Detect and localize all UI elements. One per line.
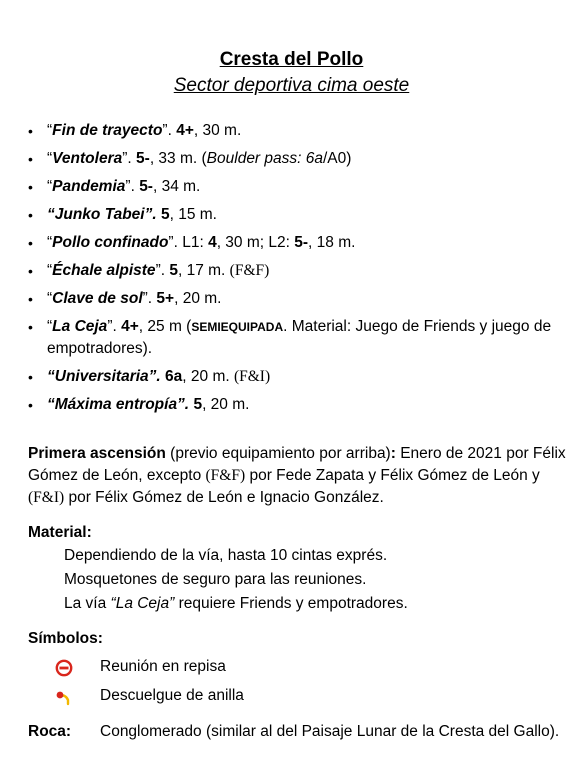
- rock-text: Conglomerado (similar al del Paisaje Lunar de la Cresta del Gallo).: [100, 723, 560, 740]
- bullet-icon: •: [28, 319, 33, 335]
- route-name: Ventolera: [52, 150, 123, 167]
- route-name: Fin de trayecto: [52, 122, 163, 139]
- route-name: Échale alpiste: [52, 262, 156, 279]
- route-grade: 4+: [121, 318, 139, 335]
- first-ascent-label: Primera ascensión: [28, 445, 166, 462]
- ring-lower-off-icon: [55, 688, 73, 706]
- route-name: La Ceja: [52, 318, 108, 335]
- material-section: [28, 522, 578, 616]
- route-item: • “Fin de trayecto”. 4+, 30 m.: [28, 120, 578, 142]
- route-item: • “Pollo confinado”. L1: 4, 30 m; L2: 5-, 18 m.: [28, 232, 578, 254]
- page-subtitle: Sector deportiva cima oeste: [173, 75, 410, 96]
- route-grade: 5+: [156, 290, 175, 307]
- symbols-label: Símbolos:: [28, 630, 103, 647]
- symbol-label: Descuelgue de anilla: [100, 687, 244, 704]
- route-item: • “Pandemia”. 5-, 34 m.: [28, 176, 578, 198]
- route-list: [28, 120, 578, 422]
- bullet-icon: •: [28, 179, 33, 195]
- equipper-mark: (F&F): [229, 262, 270, 279]
- route-status: SEMIEQUIPADA: [191, 320, 284, 334]
- route-item: • “Junko Tabei”. 5, 15 m.: [28, 204, 578, 226]
- rock-label: Roca:: [28, 723, 72, 740]
- route-item: • “Máxima entropía”. 5, 20 m.: [28, 394, 578, 416]
- route-grade: 6a: [165, 368, 183, 385]
- bullet-icon: •: [28, 263, 33, 279]
- route-name: Pollo confinado: [52, 234, 169, 251]
- equipper-mark: (F&I): [28, 489, 65, 506]
- route-grade: 5: [160, 206, 170, 223]
- bullet-icon: •: [28, 151, 33, 167]
- material-line: Mosquetones de seguro para las reuniones.: [64, 571, 367, 588]
- rock-section: [28, 721, 578, 743]
- material-line: La vía “La Ceja” requiere Friends y empotradores.: [64, 595, 408, 612]
- route-grade-2: 5-: [294, 234, 309, 251]
- route-item: • “La Ceja”. 4+, 25 m (SEMIEQUIPADA. Material: Juego de Friends y juego de empotradores).: [28, 318, 552, 357]
- route-grade: 5-: [139, 178, 153, 195]
- route-grade: 5-: [136, 150, 150, 167]
- route-item: • “Échale alpiste”. 5, 17 m. (F&F): [28, 260, 578, 282]
- bullet-icon: •: [28, 123, 33, 139]
- route-item: • “Ventolera”. 5-, 33 m. (Boulder pass: 6a/A0): [28, 148, 578, 170]
- route-name: “Máxima entropía”.: [47, 396, 190, 413]
- route-grade: 4: [208, 234, 217, 251]
- symbol-label: Reunión en repisa: [100, 658, 226, 675]
- route-item: • “Clave de sol”. 5+, 20 m.: [28, 288, 578, 310]
- first-ascent-section: Primera ascensión (previo equipamiento por arriba): Enero de 2021 por Félix Gómez de León, excepto (F&F) por Fede Zapata y Félix Gómez de León y (F&I) por Félix Gómez de León e Ignacio González.: [28, 445, 566, 506]
- material-label: Material:: [28, 524, 92, 541]
- bullet-icon: •: [28, 291, 33, 307]
- route-item: • “Universitaria”. 6a, 20 m. (F&I): [28, 366, 578, 388]
- no-entry-icon: [55, 659, 73, 677]
- route-name: Pandemia: [52, 178, 126, 195]
- route-note: Boulder pass: 6a: [206, 150, 323, 167]
- route-grade: 4+: [176, 122, 194, 139]
- page-title: Cresta del Pollo: [219, 49, 364, 70]
- bullet-icon: •: [28, 369, 33, 385]
- bullet-icon: •: [28, 235, 33, 251]
- bullet-icon: •: [28, 397, 33, 413]
- bullet-icon: •: [28, 207, 33, 223]
- equipper-mark: (F&I): [233, 368, 271, 385]
- equipper-mark: (F&F): [205, 467, 246, 484]
- route-name: “Junko Tabei”.: [47, 206, 157, 223]
- route-name: Clave de sol: [52, 290, 143, 307]
- route-grade: 5: [169, 262, 178, 279]
- material-line: Dependiendo de la vía, hasta 10 cintas exprés.: [64, 547, 388, 564]
- route-name: “Universitaria”.: [47, 368, 161, 385]
- route-grade: 5: [193, 396, 203, 413]
